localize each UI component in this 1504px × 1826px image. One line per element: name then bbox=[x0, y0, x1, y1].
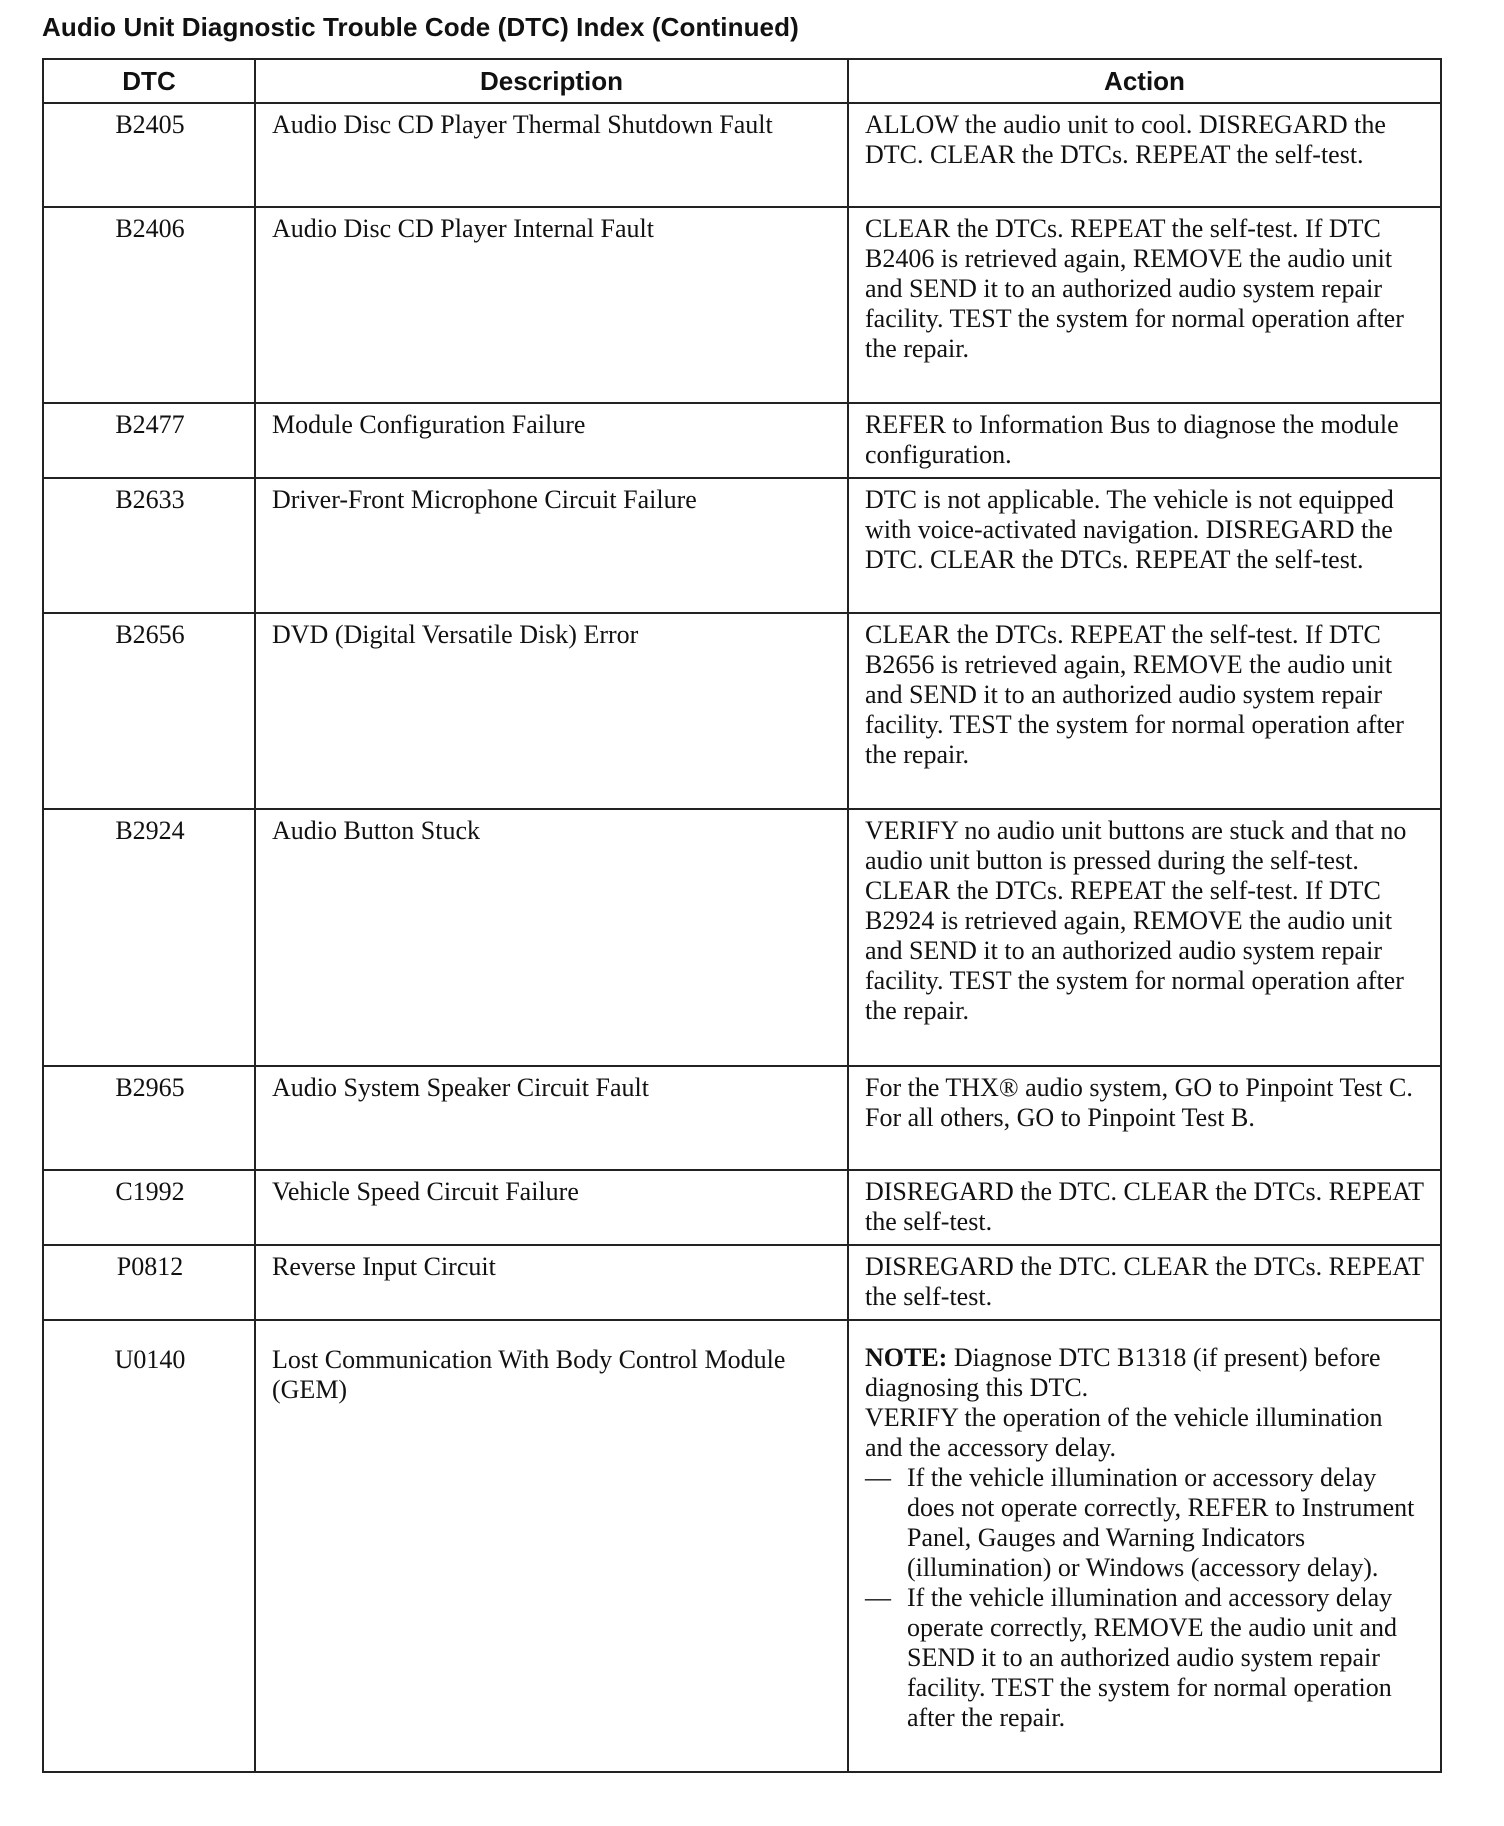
dtc-description: Reverse Input Circuit bbox=[255, 1245, 848, 1320]
dtc-description: Audio System Speaker Circuit Fault bbox=[255, 1066, 848, 1170]
header-action: Action bbox=[848, 59, 1441, 103]
note-label: NOTE: bbox=[865, 1343, 948, 1372]
dtc-code: C1992 bbox=[43, 1170, 255, 1245]
action-line: For all others, GO to Pinpoint Test B. bbox=[865, 1103, 1255, 1132]
dtc-action: VERIFY no audio unit buttons are stuck and that no audio unit button is pressed during the self-test. CLEAR the DTCs. REPEAT the self-test. If DTC B2924 is retrieved again, REMOVE the audio unit and SEND it to an authorized audio system repair facility. TEST the system for normal operation after the repair. bbox=[848, 809, 1441, 1066]
header-dtc: DTC bbox=[43, 59, 255, 103]
dtc-code: U0140 bbox=[43, 1320, 255, 1772]
table-row bbox=[43, 1320, 1441, 1772]
dtc-description: Audio Disc CD Player Internal Fault bbox=[255, 207, 848, 403]
table-row bbox=[43, 103, 1441, 207]
dtc-action bbox=[848, 1320, 1441, 1772]
table-row bbox=[43, 403, 1441, 478]
dash-glyph: — bbox=[865, 1583, 891, 1612]
dtc-description: Audio Button Stuck bbox=[255, 809, 848, 1066]
dtc-description: DVD (Digital Versatile Disk) Error bbox=[255, 613, 848, 809]
action-line: For the THX® audio system, GO to Pinpoint Test C. bbox=[865, 1073, 1413, 1102]
dtc-description: Module Configuration Failure bbox=[255, 403, 848, 478]
dtc-action: DISREGARD the DTC. CLEAR the DTCs. REPEAT the self-test. bbox=[848, 1245, 1441, 1320]
dash-item bbox=[865, 1583, 1426, 1733]
dtc-action: CLEAR the DTCs. REPEAT the self-test. If DTC B2656 is retrieved again, REMOVE the audio unit and SEND it to an authorized audio system repair facility. TEST the system for normal operation after the repair. bbox=[848, 613, 1441, 809]
dtc-code: B2406 bbox=[43, 207, 255, 403]
dtc-description: Lost Communication With Body Control Module (GEM) bbox=[255, 1320, 848, 1772]
dtc-action: DTC is not applicable. The vehicle is not equipped with voice-activated navigation. DISREGARD the DTC. CLEAR the DTCs. REPEAT the self-test. bbox=[848, 478, 1441, 613]
dtc-code: B2477 bbox=[43, 403, 255, 478]
dtc-action: CLEAR the DTCs. REPEAT the self-test. If DTC B2406 is retrieved again, REMOVE the audio unit and SEND it to an authorized audio system repair facility. TEST the system for normal operation after the repair. bbox=[848, 207, 1441, 403]
dtc-code: B2405 bbox=[43, 103, 255, 207]
table-row bbox=[43, 207, 1441, 403]
dtc-code: B2924 bbox=[43, 809, 255, 1066]
dtc-action bbox=[848, 1066, 1441, 1170]
dash-item bbox=[865, 1463, 1426, 1583]
table-row bbox=[43, 1245, 1441, 1320]
dtc-action: REFER to Information Bus to diagnose the module configuration. bbox=[848, 403, 1441, 478]
table-row bbox=[43, 1066, 1441, 1170]
dtc-code: P0812 bbox=[43, 1245, 255, 1320]
table-row bbox=[43, 809, 1441, 1066]
dash-item-text: If the vehicle illumination and accessory delay operate correctly, REMOVE the audio unit and SEND it to an authorized audio system repair facility. TEST the system for normal operation after the repair. bbox=[907, 1583, 1397, 1732]
dtc-description: Driver-Front Microphone Circuit Failure bbox=[255, 478, 848, 613]
dtc-code: B2656 bbox=[43, 613, 255, 809]
dtc-code: B2633 bbox=[43, 478, 255, 613]
dtc-table bbox=[42, 58, 1442, 1773]
dash-glyph: — bbox=[865, 1463, 891, 1492]
table-row bbox=[43, 478, 1441, 613]
dtc-code: B2965 bbox=[43, 1066, 255, 1170]
dtc-action: DISREGARD the DTC. CLEAR the DTCs. REPEAT the self-test. bbox=[848, 1170, 1441, 1245]
table-row bbox=[43, 1170, 1441, 1245]
header-description: Description bbox=[255, 59, 848, 103]
table-row bbox=[43, 613, 1441, 809]
table-header-row bbox=[43, 59, 1441, 103]
dash-item-text: If the vehicle illumination or accessory delay does not operate correctly, REFER to Instrument Panel, Gauges and Warning Indicators (illumination) or Windows (accessory delay). bbox=[907, 1463, 1415, 1582]
dtc-description: Vehicle Speed Circuit Failure bbox=[255, 1170, 848, 1245]
dtc-action: ALLOW the audio unit to cool. DISREGARD the DTC. CLEAR the DTCs. REPEAT the self-test. bbox=[848, 103, 1441, 207]
page-title: Audio Unit Diagnostic Trouble Code (DTC) Index (Continued) bbox=[42, 12, 799, 42]
verify-text: VERIFY the operation of the vehicle illumination and the accessory delay. bbox=[865, 1403, 1383, 1462]
note bbox=[865, 1343, 1426, 1403]
note-text: Diagnose DTC B1318 (if present) before diagnosing this DTC. bbox=[865, 1343, 1381, 1402]
dtc-description: Audio Disc CD Player Thermal Shutdown Fault bbox=[255, 103, 848, 207]
